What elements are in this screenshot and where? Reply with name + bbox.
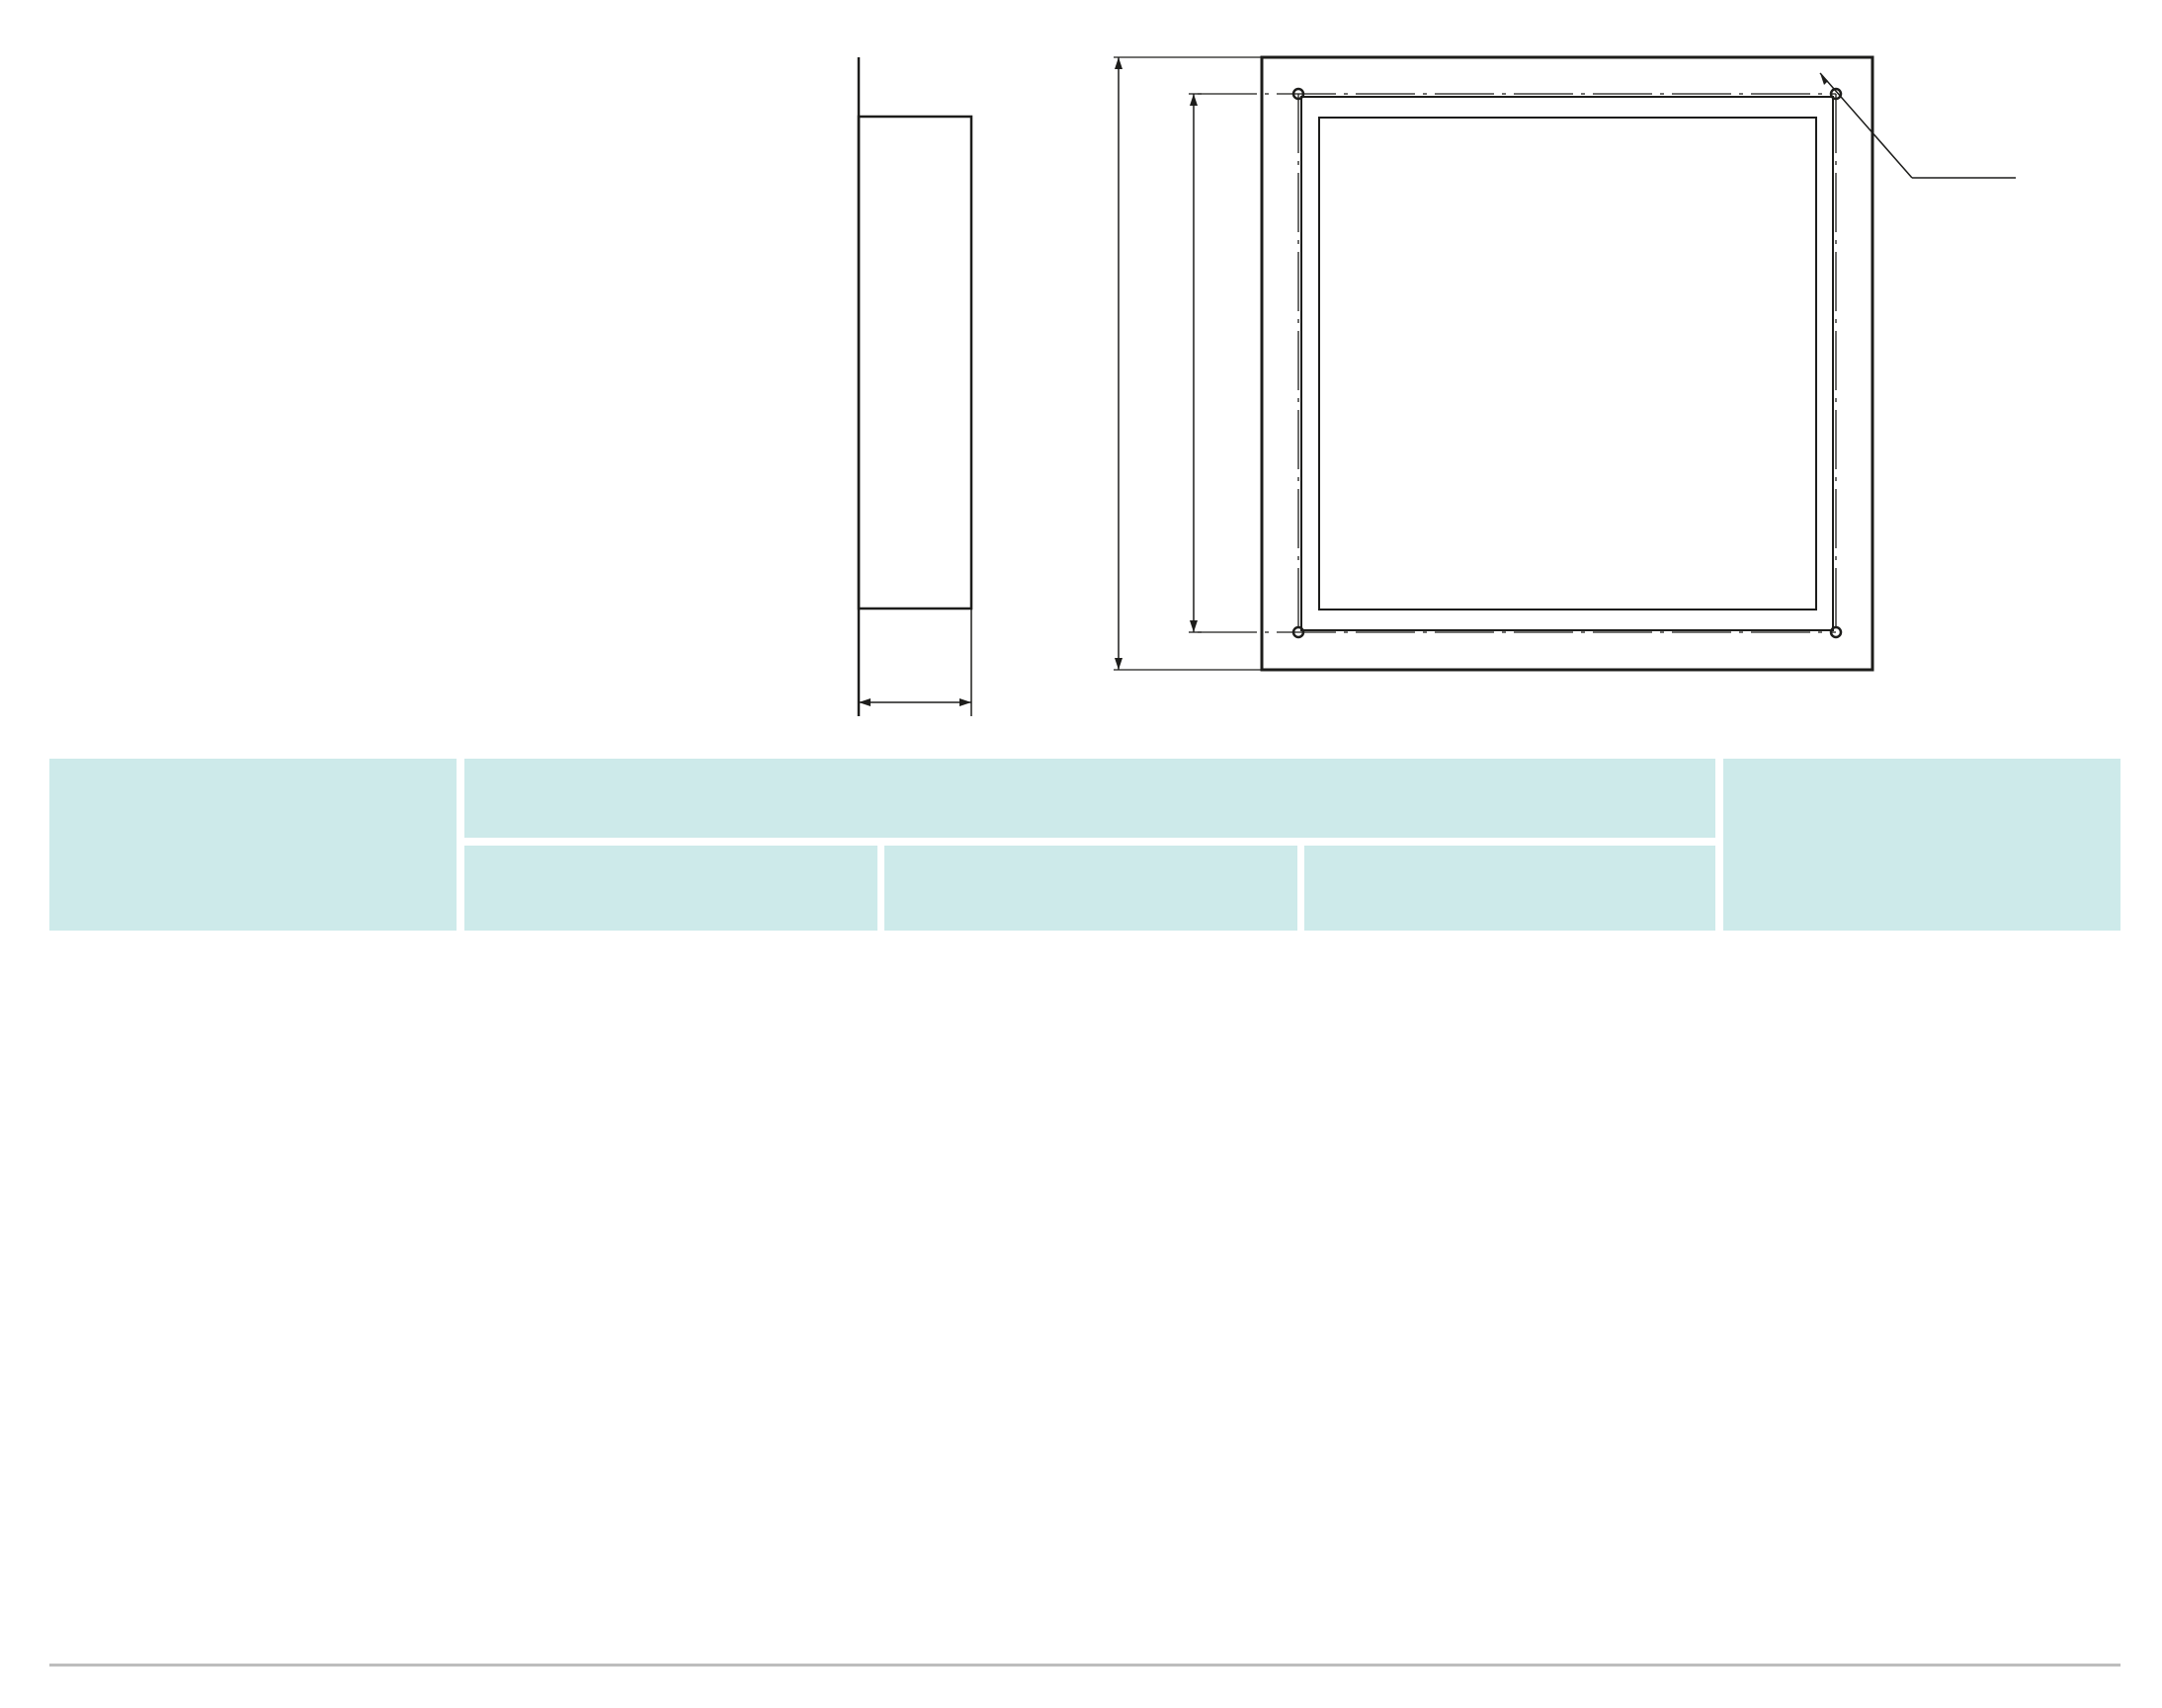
technical-drawing bbox=[0, 0, 2162, 731]
drawing-canvas bbox=[0, 0, 2162, 731]
header-A bbox=[464, 846, 877, 931]
header-dimensions bbox=[464, 759, 1715, 838]
outer-frame bbox=[1262, 57, 1872, 670]
louver-frame bbox=[1319, 118, 1816, 610]
side-view bbox=[859, 57, 971, 716]
header-type bbox=[49, 759, 457, 931]
front-view bbox=[1114, 57, 2016, 670]
inner-frame bbox=[1301, 97, 1833, 630]
header-mass bbox=[1723, 759, 2120, 931]
header-B bbox=[884, 846, 1297, 931]
side-view-body bbox=[859, 117, 971, 609]
header-d bbox=[1304, 846, 1715, 931]
table-bottom-rule bbox=[49, 1664, 2120, 1667]
